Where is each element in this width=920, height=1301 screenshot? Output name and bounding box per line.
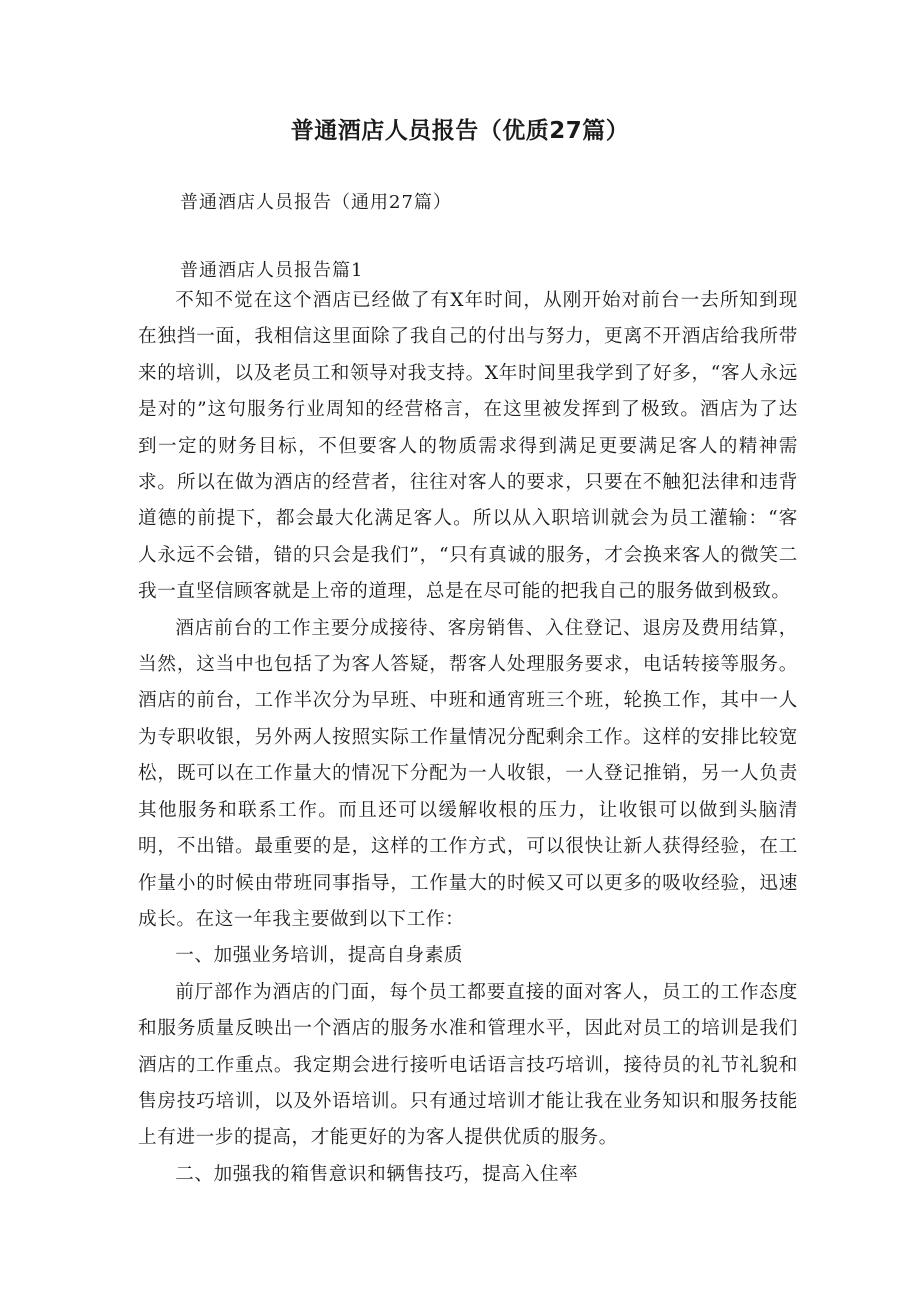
subheading-2: 二、加强我的箱售意识和辆售技巧，提高入住率 <box>175 1163 579 1185</box>
document-body <box>138 283 798 1193</box>
paragraph-1: 不知不觉在这个酒店已经做了有X年时间，从刚开始对前台一去所知到现在独挡一面，我相信这里面除了我自己的付出与努力，更离不开酒店给我所带来的培训，以及老员工和领导对我支持。X年时间里我学到了好多，“客人永远是对的”这句服务行业周知的经营格言，在这里被发挥到了极致。酒店为了达到一定的财务目标，不但要客人的物质需求得到满足更要满足客人的精神需求。所以在做为酒店的经营者，往往对客人的要求，只要在不触犯法律和违背道德的前提下，都会最大化满足客人。所以从入职培训就会为员工灌输：“客人永远不会错，错的只会是我们”，“只有真诚的服务，才会换来客人的微笑二我一直坚信顾客就是上帝的道理，总是在尽可能的把我自己的服务做到极致。 <box>138 290 798 603</box>
subheading-1: 一、加强业务培训，提高自身素质 <box>175 945 464 967</box>
document-subtitle: 普通酒店人员报告（通用27篇） <box>180 192 452 213</box>
section-heading: 普通酒店人员报告篇1 <box>180 260 364 281</box>
paragraph-2: 酒店前台的工作主要分成接待、客房销售、入住登记、退房及费用结算，当然，这当中也包括了为客人答疑，帮客人处理服务要求，电话转接等服务。酒店的前台，工作半次分为早班、中班和通宵班三个班，轮换工作，其中一人为专职收银，另外两人按照实际工作量情况分配剩余工作。这样的安排比较宽松，既可以在工作量大的情况下分配为一人收银，一人登记推销，另一人负责其他服务和联系工作。而且还可以缓解收根的压力，让收银可以做到头脑清明，不出错。最重要的是，这样的工作方式，可以很快让新人获得经验，在工作量小的时候由带班同事指导，工作量大的时候又可以更多的吸收经验，迅速成长。在这一年我主要做到以下工作： <box>138 617 798 930</box>
document-title: 普通酒店人员报告（优质27篇） <box>290 118 630 144</box>
paragraph-3: 前厅部作为酒店的门面，每个员工都要直接的面对客人，员工的工作态度和服务质量反映出一个酒店的服务水准和管理水平，因此对员工的培训是我们酒店的工作重点。我定期会进行接听电话语言技巧培训，接待员的礼节礼貌和售房技巧培训，以及外语培训。只有通过培训才能让我在业务知识和服务技能上有进一步的提高，才能更好的为客人提供优质的服务。 <box>138 981 798 1149</box>
